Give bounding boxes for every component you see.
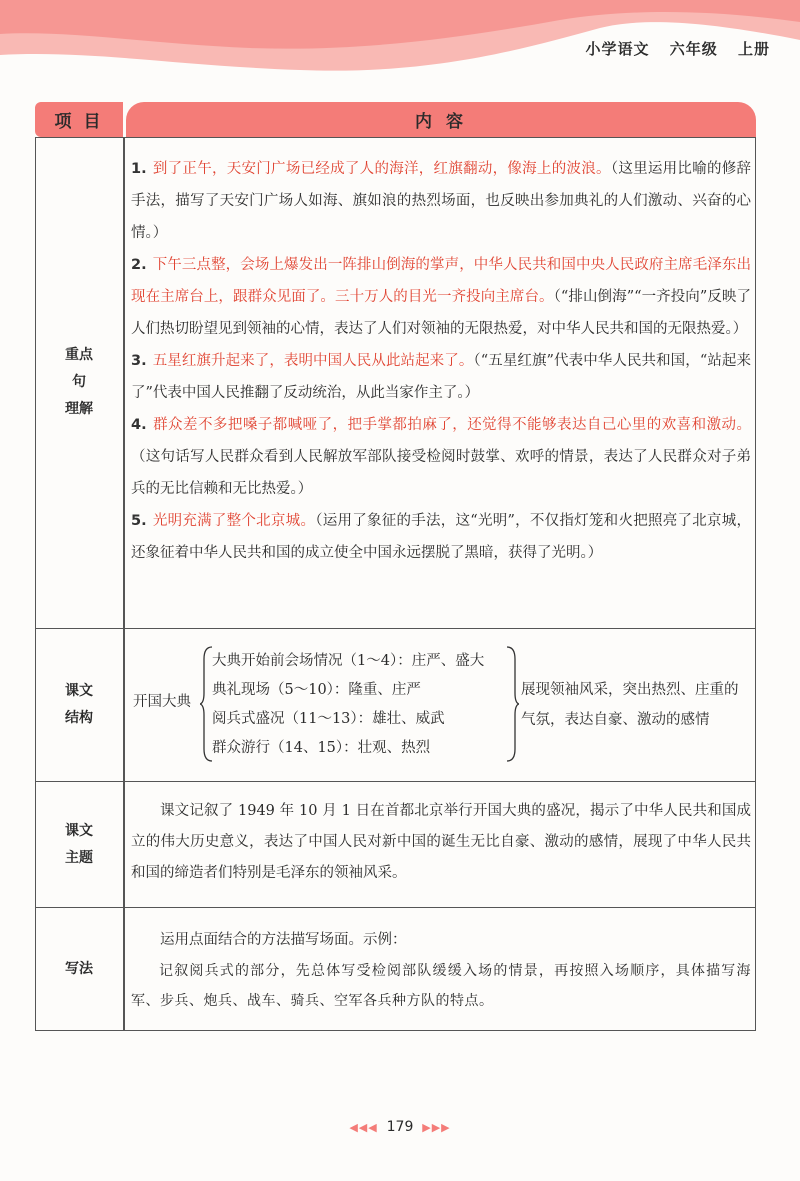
book-header [571, 38, 770, 59]
key-sentence-item: 3. 五星红旗升起来了，表明中国人民从此站起来了。（“五星红旗”代表中华人民共和国，“站起来了”代表中国人民推翻了反动统治，从此当家作主了。） [131, 353, 751, 401]
row-label-writing: 写法 [65, 960, 93, 977]
key-sentences-content [131, 153, 751, 569]
structure-part: 典礼现场（5～10）：隆重、庄严 [212, 682, 421, 698]
writing-method: 运用点面结合的方法描写场面。示例： [160, 932, 407, 948]
row-label-theme: 课文 主题 [65, 822, 93, 866]
page-number-footer [0, 1119, 800, 1135]
sentence-quote: 五星红旗升起来了，表明中国人民从此站起来了。 [152, 353, 474, 369]
page-number: 179 [386, 1119, 414, 1135]
key-sentence-item: 1. 到了正午，天安门广场已经成了人的海洋，红旗翻动，像海上的波浪。（这里运用比喻的修辞手法，描写了天安门广场人如海、旗如浪的热烈场面，也反映出参加典礼的人们激动、兴奋的心情。） [131, 161, 752, 241]
column-divider [123, 137, 125, 1031]
structure-root: 开国大典 [133, 694, 191, 710]
prev-arrows-icon: ◀◀◀ [349, 1121, 378, 1134]
sentence-quote: 到了正午，天安门广场已经成了人的海洋，红旗翻动，像海上的波浪。 [152, 161, 611, 177]
sentence-explanation: （“排山倒海”“一齐投向”反映了人们热切盼望见到领袖的心情，表达了人们对领袖的无限热爱，对中华人民共和国的无限热爱。） [131, 289, 752, 337]
sentence-explanation: （“五星红旗”代表中华人民共和国，“站起来了”代表中国人民推翻了反动统治，从此当家作主了。） [131, 353, 751, 401]
sentence-explanation: （这里运用比喻的修辞手法，描写了天安门广场人如海、旗如浪的热烈场面，也反映出参加典礼的人们激动、兴奋的心情。） [131, 161, 752, 241]
header-volume: 上册 [737, 40, 770, 58]
row-label-key-sentences: 重点句 理解 [65, 347, 93, 417]
writing-content [131, 925, 751, 1016]
theme-content [131, 796, 751, 889]
structure-part: 群众游行（14、15）：壮观、热烈 [212, 740, 431, 756]
key-sentence-item: 5. 光明充满了整个北京城。（运用了象征的手法，这“光明”，不仅指灯笼和火把照亮了北京城，还象征着中华人民共和国的成立使全中国永远摆脱了黑暗，获得了光明。） [131, 513, 751, 561]
right-brace [505, 645, 519, 763]
sentence-explanation: （运用了象征的手法，这“光明”，不仅指灯笼和火把照亮了北京城，还象征着中华人民共和国的成立使全中国永远摆脱了黑暗，获得了光明。） [131, 513, 751, 561]
writing-example: 记叙阅兵式的部分，先总体写受检阅部队缓缓入场的情景，再按照入场顺序，具体描写海军、步兵、炮兵、战车、骑兵、空军各兵种方队的特点。 [131, 963, 751, 1009]
row-divider [35, 907, 756, 908]
row-label-structure: 课文 结构 [65, 683, 93, 726]
table-header-item: 项 目 [35, 102, 123, 137]
structure-part: 大典开始前会场情况（1～4）：庄严、盛大 [212, 653, 485, 669]
structure-summary: 展现领袖风采，突出热烈、庄重的气氛，表达自豪、激动的感情 [521, 682, 739, 728]
header-grade: 六年级 [669, 40, 718, 58]
structure-part: 阅兵式盛况（11～13）：雄壮、威武 [212, 711, 445, 727]
table-header-content: 内 容 [126, 102, 756, 137]
theme-text: 课文记叙了 1949 年 10 月 1 日在首都北京举行开国大典的盛况，揭示了中华人民共和国成立的伟大历史意义，表达了中国人民对新中国的诞生无比自豪、激动的感情，展现了中华人民共和国的缔造者们特别是毛泽东的领袖风采。 [131, 803, 751, 881]
row-divider [35, 628, 756, 629]
key-sentence-item: 2. 下午三点整，会场上爆发出一阵排山倒海的掌声，中华人民共和国中央人民政府主席毛泽东出现在主席台上，跟群众见面了。三十万人的目光一齐投向主席台。（“排山倒海”“一齐投向”反映了人们热切盼望见到领袖的心情，表达了人们对领袖的无限热爱，对中华人民共和国的无限热爱。） [131, 257, 752, 337]
header-subject: 小学语文 [585, 40, 650, 58]
sentence-quote: 群众差不多把嗓子都喊哑了，把手掌都拍麻了，还觉得不能够表达自己心里的欢喜和激动。 [152, 417, 751, 433]
sentence-quote: 光明充满了整个北京城。 [152, 513, 316, 529]
sentence-quote: 下午三点整，会场上爆发出一阵排山倒海的掌声，中华人民共和国中央人民政府主席毛泽东出现在主席台上，跟群众见面了。三十万人的目光一齐投向主席台。 [131, 257, 751, 305]
next-arrows-icon: ▶▶▶ [422, 1121, 451, 1134]
sentence-explanation: （这句话写人民群众看到人民解放军部队接受检阅时鼓掌、欢呼的情景，表达了人民群众对子弟兵的无比信赖和无比热爱。） [131, 449, 751, 497]
key-sentence-item: 4. 群众差不多把嗓子都喊哑了，把手掌都拍麻了，还觉得不能够表达自己心里的欢喜和激动。（这句话写人民群众看到人民解放军部队接受检阅时鼓掌、欢呼的情景，表达了人民群众对子弟兵的无比信赖和无比热爱。） [131, 417, 751, 497]
row-divider [35, 781, 756, 782]
